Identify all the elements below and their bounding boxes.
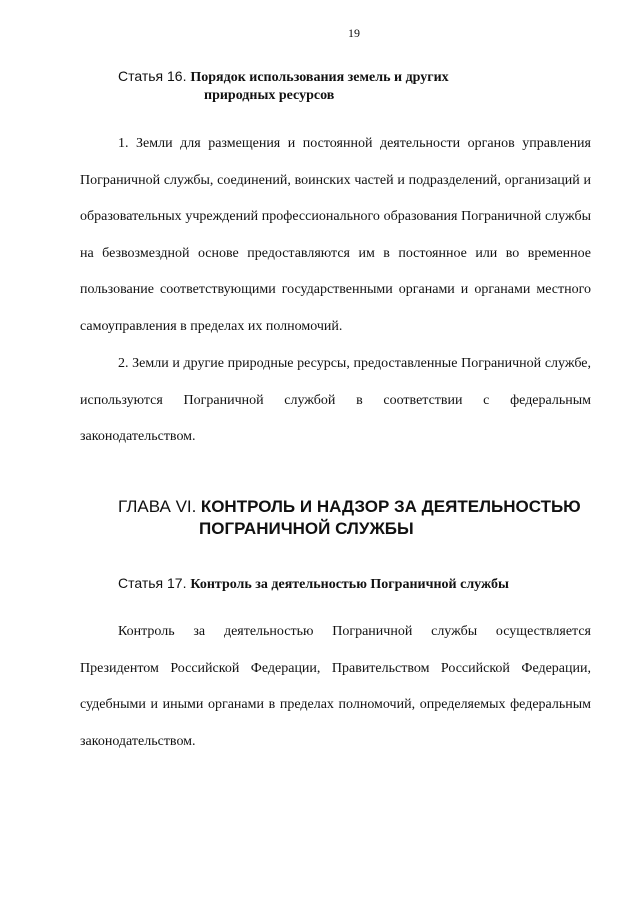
article-16-paragraph-1: 1. Земли для размещения и постоянной деятельности органов управления Пограничной службы, соединений, воинских частей и подразделений, организаций и образовательных учреждений профессионального образования Пограничной службы на безвозмездной основе предоставляются им в постоянное или во временное пользование соответствующими государственными органами и органами местного самоуправления в пределах их полномочий. xyxy=(80,136,591,334)
page-number: 19 xyxy=(348,26,360,40)
chapter-6-label: ГЛАВА VI. xyxy=(118,497,197,516)
article-16-label: Статья 16. xyxy=(118,68,187,84)
article-16-title-line2: природных ресурсов xyxy=(204,88,335,103)
article-17-heading xyxy=(118,573,509,595)
article-16-paragraph-2: 2. Земли и другие природные ресурсы, предоставленные Пограничной службе, используются Пограничной службой в соответствии с федеральным законодательством. xyxy=(80,356,591,444)
article-16-title-line1: Порядок использования земель и других xyxy=(190,70,449,85)
chapter-6-title-line2: ПОГРАНИЧНОЙ СЛУЖБЫ xyxy=(199,519,414,538)
article-17-title: Контроль за деятельностью Пограничной службы xyxy=(190,577,509,592)
article-17-label: Статья 17. xyxy=(118,575,187,591)
chapter-6-heading xyxy=(118,497,581,538)
article-16-heading xyxy=(118,66,449,103)
chapter-6-title-line1: КОНТРОЛЬ И НАДЗОР ЗА ДЕЯТЕЛЬНОСТЬЮ xyxy=(200,497,581,516)
article-17-paragraph-1: Контроль за деятельностью Пограничной службы осуществляется Президентом Российской Федерации, Правительством Российской Федерации, судебными и иными органами в пределах полномочий, определяемых федеральным законодательством. xyxy=(80,624,591,749)
